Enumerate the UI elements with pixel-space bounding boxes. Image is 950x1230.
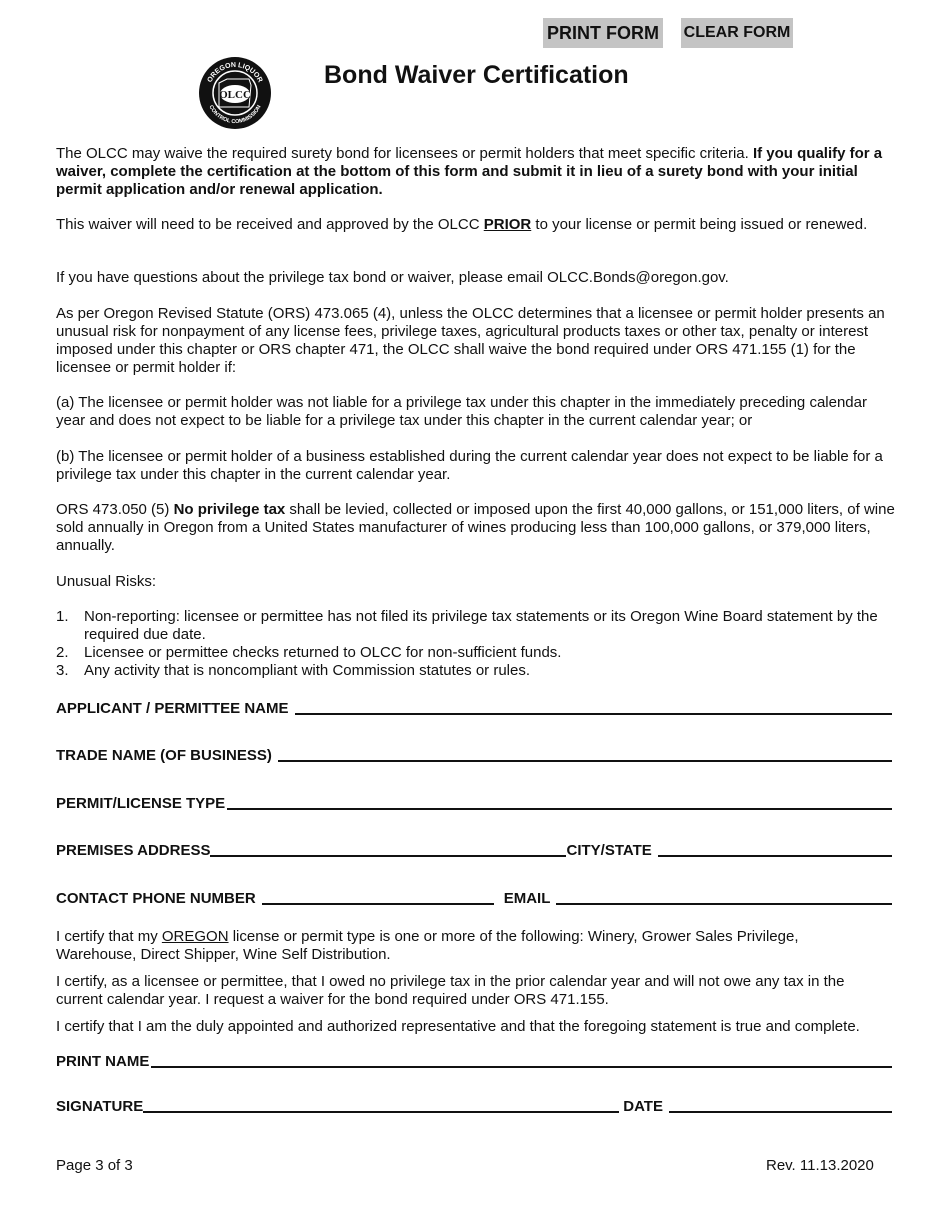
trade-name-label: TRADE NAME (OF BUSINESS)	[56, 747, 272, 764]
print-name-label: PRINT NAME	[56, 1053, 150, 1070]
prior-paragraph	[56, 216, 896, 234]
clear-form-button[interactable]: CLEAR FORM	[681, 18, 793, 48]
city-state-input[interactable]	[658, 839, 892, 855]
prior-emphasis: PRIOR	[483, 216, 532, 233]
certify-representative-paragraph: I certify that I am the duly appointed and authorized representative and that the foregoing statement is true and complete.	[56, 1018, 860, 1035]
signature-label: SIGNATURE	[56, 1098, 144, 1115]
print-form-button[interactable]: PRINT FORM	[543, 18, 663, 48]
applicant-name-input[interactable]	[295, 697, 892, 713]
risks-heading: Unusual Risks:	[56, 573, 157, 590]
list-item: 2. Licensee or permittee checks returned to OLCC for non-sufficient funds.	[56, 644, 562, 661]
city-state-label: CITY/STATE	[566, 842, 652, 859]
permit-type-label: PERMIT/LICENSE TYPE	[56, 795, 226, 812]
ors050-before: ORS 473.050 (5)	[56, 501, 174, 518]
certify-tax-paragraph: I certify, as a licensee or permittee, that I owed no privilege tax in the prior calendar year and will not owe any tax in the current calendar year. I request a waiver for the bond required under ORS 471.155.	[56, 973, 845, 1008]
ors-intro-paragraph: As per Oregon Revised Statute (ORS) 473.065 (4), unless the OLCC determines that a licensee or permit holder presents an unusual risk for nonpayment of any license fees, privilege taxes, agricultural products taxes or other tax, penalty or interest imposed under this chapter or ORS chapter 471, the OLCC shall waive the bond required under ORS 471.155 (1) for the licensee or permit holder if:	[56, 305, 885, 376]
olcc-logo	[197, 55, 273, 131]
ors050-after: shall be levied, collected or imposed upon the first 40,000 gallons, or 151,000 liters, of wine sold annually in Oregon from a United States manufacturer of wines producing less than 100,000 gallons, or 379,000 liters, annually.	[56, 501, 895, 554]
applicant-row	[56, 695, 892, 717]
signature-input[interactable]	[143, 1095, 619, 1111]
clause-a-paragraph: (a) The licensee or permit holder was not liable for a privilege tax under this chapter in the immediately preceding calendar year and does not expect to be liable for a privilege tax under this chapter in the current calendar year; or	[56, 394, 867, 429]
phone-input[interactable]	[262, 887, 494, 903]
permit-type-row	[56, 790, 892, 812]
contact-row	[56, 885, 892, 907]
logo-arc-bottom: CONTROL COMMISSION	[207, 104, 263, 126]
list-item: 1. Non-reporting: licensee or permittee has not filed its privilege tax statements or its Oregon Wine Board statement by the required due date.	[56, 608, 878, 643]
revision-date: Rev. 11.13.2020	[766, 1157, 874, 1174]
list-item: 3. Any activity that is noncompliant with Commission statutes or rules.	[56, 662, 531, 679]
intro-paragraph	[56, 145, 896, 199]
print-name-row	[56, 1048, 892, 1070]
email-input[interactable]	[556, 887, 892, 903]
ors050-bold: No privilege tax	[173, 501, 286, 518]
print-name-input[interactable]	[151, 1050, 892, 1066]
intro-bold-text: If you qualify for a waiver, complete the certification at the bottom of this form and submit it in lieu of a surety bond with your initial permit application and/or renewal application.	[56, 145, 883, 198]
clause-b-paragraph: (b) The licensee or permit holder of a business established during the current calendar year does not expect to be liable for a privilege tax under this chapter in the current calendar year.	[56, 448, 883, 483]
certify-oregon-paragraph	[56, 928, 876, 964]
certify1-before: I certify that my	[56, 928, 162, 945]
date-input[interactable]	[669, 1095, 892, 1111]
ors050-paragraph	[56, 501, 896, 555]
premises-address-input[interactable]	[210, 839, 566, 855]
email-label: EMAIL	[503, 890, 551, 907]
risks-list	[56, 608, 896, 680]
prior-before: This waiver will need to be received and approved by the OLCC	[56, 216, 484, 233]
date-label: DATE	[623, 1098, 663, 1115]
permit-type-input[interactable]	[227, 792, 892, 808]
premises-address-label: PREMISES ADDRESS	[56, 842, 211, 859]
certify1-emphasis: OREGON	[161, 928, 229, 945]
certify1-after: license or permit type is one or more of the following: Winery, Grower Sales Privilege, Warehouse, Direct Shipper, Wine Self Distribution.	[56, 928, 799, 963]
trade-name-input[interactable]	[278, 744, 892, 760]
signature-row	[56, 1093, 892, 1115]
page-number: Page 3 of 3	[56, 1157, 133, 1174]
phone-label: CONTACT PHONE NUMBER	[56, 890, 256, 907]
intro-text: The OLCC may waive the required surety bond for licensees or permit holders that meet specific criteria.	[56, 145, 753, 162]
logo-arc-top: OREGON LIQUOR	[206, 61, 264, 84]
prior-after: to your license or permit being issued or renewed.	[531, 216, 868, 233]
trade-name-row	[56, 742, 892, 764]
questions-paragraph: If you have questions about the privilege tax bond or waiver, please email OLCC.Bonds@oregon.gov.	[56, 269, 729, 286]
page-title: Bond Waiver Certification	[324, 61, 629, 89]
address-row	[56, 837, 892, 859]
applicant-label: APPLICANT / PERMITTEE NAME	[56, 700, 289, 717]
logo-center-text: OLCC	[219, 89, 251, 101]
